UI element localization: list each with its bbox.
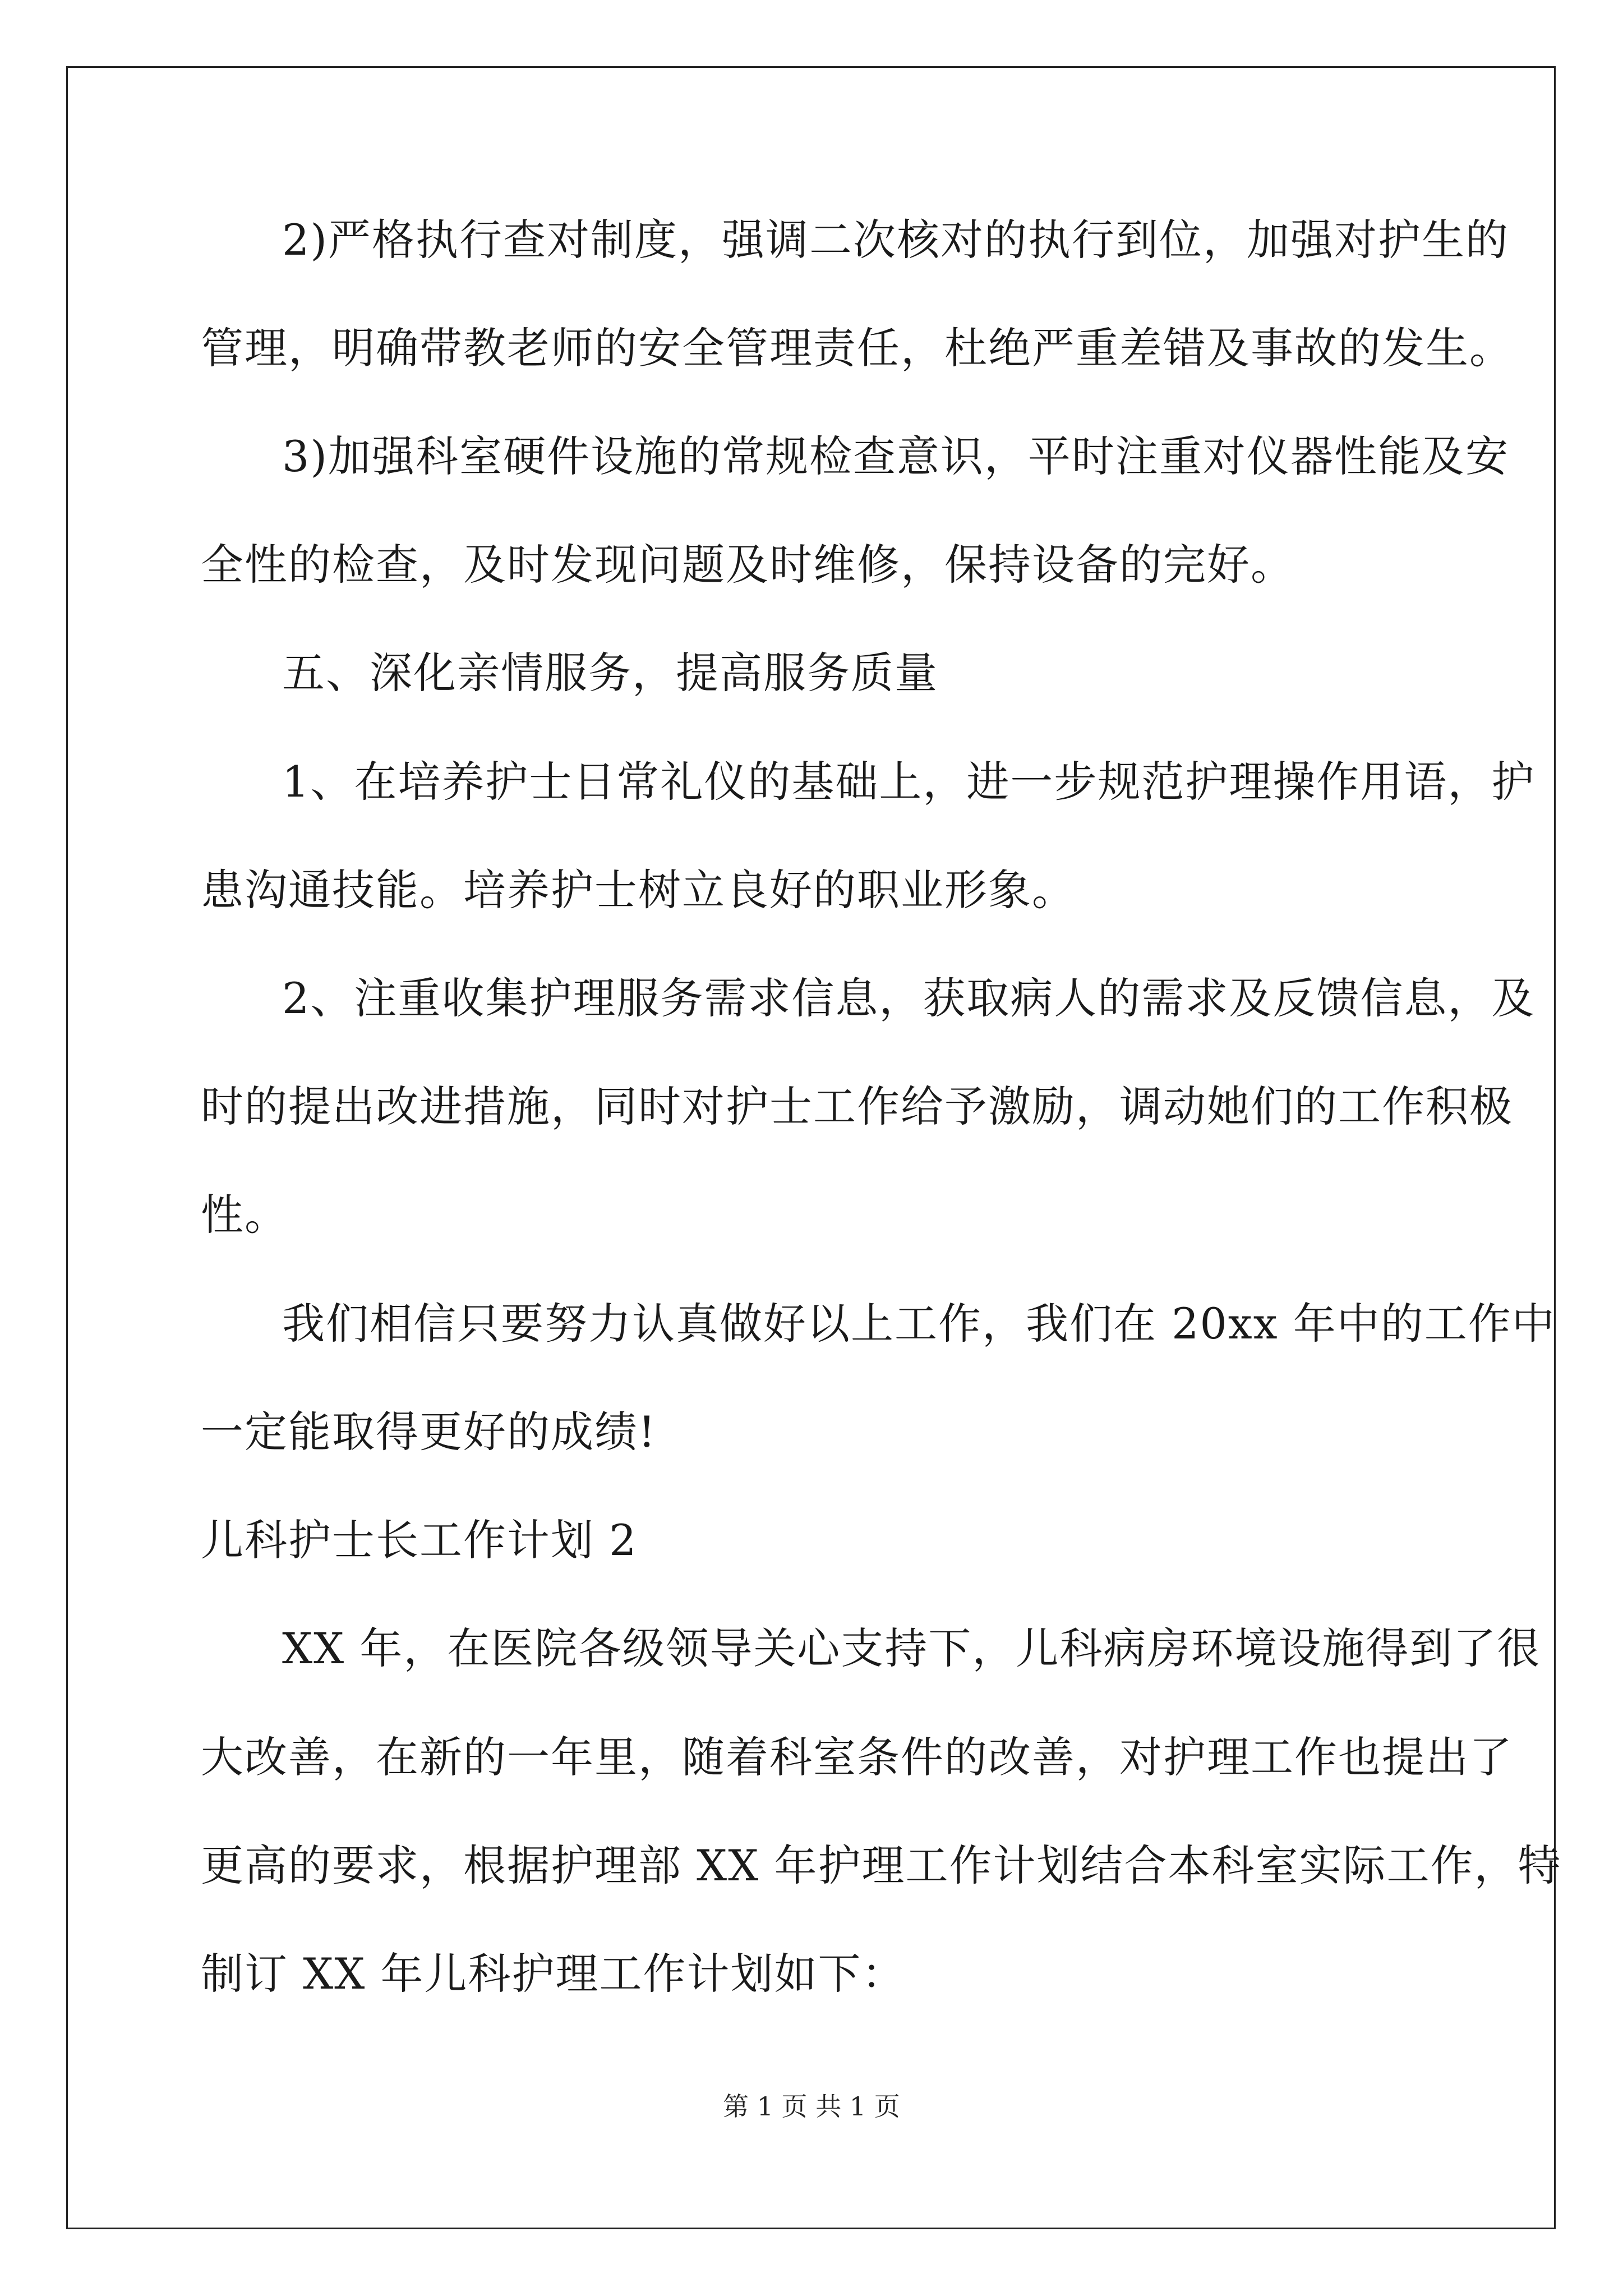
paragraph-line: 制订 XX 年儿科护理工作计划如下：	[201, 1949, 906, 1999]
page-border	[66, 66, 1562, 2229]
section-heading: 五、深化亲情服务，提高服务质量	[282, 648, 938, 698]
paragraph-line: 患沟通技能。培养护士树立良好的职业形象。	[201, 865, 1076, 915]
document-subtitle: 儿科护士长工作计划 2	[201, 1515, 638, 1565]
paragraph-line: 1、在培养护士日常礼仪的基础上，进一步规范护理操作用语，护	[282, 757, 1536, 807]
paragraph-line: 我们相信只要努力认真做好以上工作，我们在 20xx 年中的工作中	[282, 1299, 1556, 1349]
paragraph-line: 时的提出改进措施，同时对护士工作给予激励，调动她们的工作积极	[201, 1082, 1513, 1131]
paragraph-line: 全性的检查，及时发现问题及时维修，保持设备的完好。	[201, 540, 1294, 590]
paragraph-line: 2)严格执行查对制度，强调二次核对的执行到位，加强对护生的	[282, 215, 1510, 265]
paragraph-line: 更高的要求，根据护理部 XX 年护理工作计划结合本科室实际工作，特	[201, 1841, 1562, 1890]
paragraph-line: 管理，明确带教老师的安全管理责任，杜绝严重差错及事故的发生。	[201, 323, 1513, 373]
paragraph-line: 性。	[201, 1190, 288, 1240]
paragraph-line: 2、注重收集护理服务需求信息，获取病人的需求及反馈信息，及	[282, 973, 1536, 1023]
page-footer: 第 1 页 共 1 页	[723, 2091, 900, 2122]
paragraph-line: 大改善，在新的一年里，随着科室条件的改善，对护理工作也提出了	[201, 1732, 1513, 1782]
paragraph-line: 3)加强科室硬件设施的常规检查意识，平时注重对仪器性能及安	[282, 431, 1510, 481]
paragraph-line: 一定能取得更好的成绩!	[201, 1407, 657, 1457]
paragraph-line: XX 年，在医院各级领导关心支持下，儿科病房环境设施得到了很	[282, 1623, 1541, 1673]
